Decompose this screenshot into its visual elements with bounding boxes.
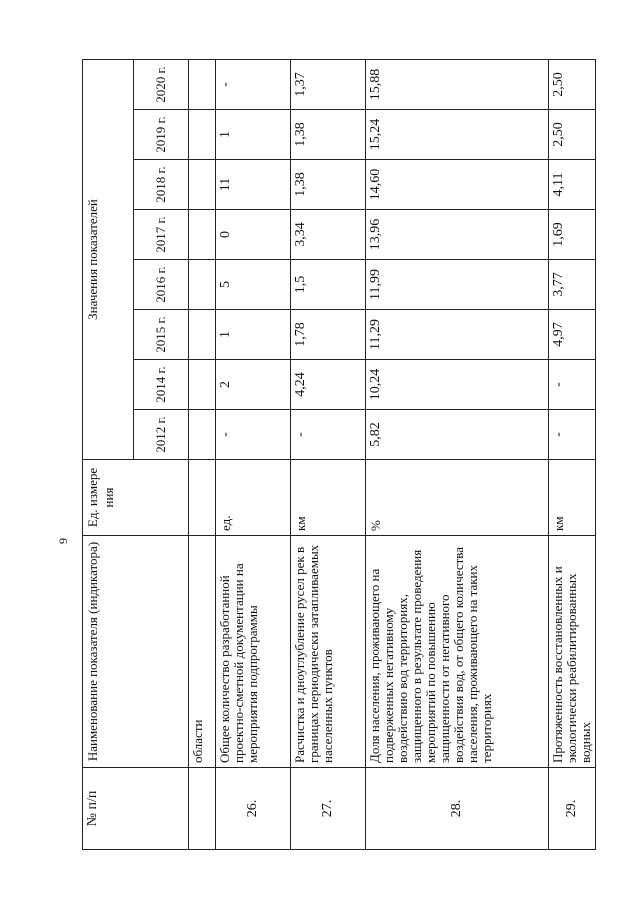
page-number: 9 xyxy=(56,538,70,544)
value-cell: 5 xyxy=(216,260,291,310)
value-cell: 10,24 xyxy=(366,360,549,410)
value-cell: 5,82 xyxy=(366,410,549,460)
header-year: 2019 г. xyxy=(134,110,189,160)
header-unit: Ед. измере ния xyxy=(83,460,189,536)
value-cell: 4,24 xyxy=(291,360,366,410)
row-number: 26. xyxy=(216,768,291,850)
header-year: 2020 г. xyxy=(134,59,189,109)
table-row xyxy=(189,59,216,849)
indicators-table xyxy=(82,59,596,850)
value-cell: - xyxy=(549,360,596,410)
value-cell: 1 xyxy=(216,310,291,360)
unit-cell: % xyxy=(366,460,549,536)
header-year: 2018 г. xyxy=(134,160,189,210)
value-cell: 11 xyxy=(216,160,291,210)
row-number: 29. xyxy=(549,768,596,850)
value-cell: 1,37 xyxy=(291,59,366,109)
header-name: Наименование показателя (индикатора) xyxy=(83,536,189,768)
header-no: № п/п xyxy=(83,768,189,850)
value-cell: 1,38 xyxy=(291,110,366,160)
header-year: 2014 г. xyxy=(134,360,189,410)
header-year: 2012 г. xyxy=(134,410,189,460)
value-cell: 1,69 xyxy=(549,210,596,260)
value-cell: 13,96 xyxy=(366,210,549,260)
value-cell: 3,77 xyxy=(549,260,596,310)
value-cell: 0 xyxy=(216,210,291,260)
value-cell: 1 xyxy=(216,110,291,160)
value-cell: 2,50 xyxy=(549,59,596,109)
value-cell: 1,5 xyxy=(291,260,366,310)
value-cell: 3,34 xyxy=(291,210,366,260)
value-cell: 2 xyxy=(216,360,291,410)
continuation-text: области xyxy=(189,536,216,768)
value-cell: - xyxy=(216,59,291,109)
value-cell: - xyxy=(216,410,291,460)
header-year: 2015 г. xyxy=(134,310,189,360)
rotated-table-container xyxy=(82,60,593,850)
value-cell: 4,97 xyxy=(549,310,596,360)
value-cell: - xyxy=(549,410,596,460)
value-cell: 1,78 xyxy=(291,310,366,360)
indicator-name: Доля населения, проживающего на подверженных негативному воздействию вод территориях, защищенного в результате проведения мероприятий по повышению защищенности от негативного воздействия вод, от общего количества населения, проживающего на таких территориях xyxy=(366,536,549,768)
value-cell: 1,38 xyxy=(291,160,366,210)
value-cell: 11,29 xyxy=(366,310,549,360)
table-row xyxy=(366,59,549,849)
value-cell: 2,50 xyxy=(549,110,596,160)
value-cell: 15,24 xyxy=(366,110,549,160)
row-number: 28. xyxy=(366,768,549,850)
header-year: 2017 г. xyxy=(134,210,189,260)
row-number: 27. xyxy=(291,768,366,850)
table-row xyxy=(549,59,596,849)
table-row xyxy=(291,59,366,849)
indicator-name: Общее количество разработанной проектно-сметной документации на мероприятия подпрограммы xyxy=(216,536,291,768)
value-cell: 4,11 xyxy=(549,160,596,210)
value-cell: 14,60 xyxy=(366,160,549,210)
value-cell: - xyxy=(291,410,366,460)
indicator-name: Расчистка и дноуглубление русел рек в границах периодически затапливаемых населенных пунктов xyxy=(291,536,366,768)
indicator-name: Протяженность восстановленных и экологически реабилитированных водных xyxy=(549,536,596,768)
table-row xyxy=(216,59,291,849)
unit-cell: км xyxy=(549,460,596,536)
value-cell: 11,99 xyxy=(366,260,549,310)
header-values: Значения показателей xyxy=(83,59,134,459)
value-cell: 15,88 xyxy=(366,59,549,109)
header-year: 2016 г. xyxy=(134,260,189,310)
unit-cell: км xyxy=(291,460,366,536)
unit-cell: ед. xyxy=(216,460,291,536)
